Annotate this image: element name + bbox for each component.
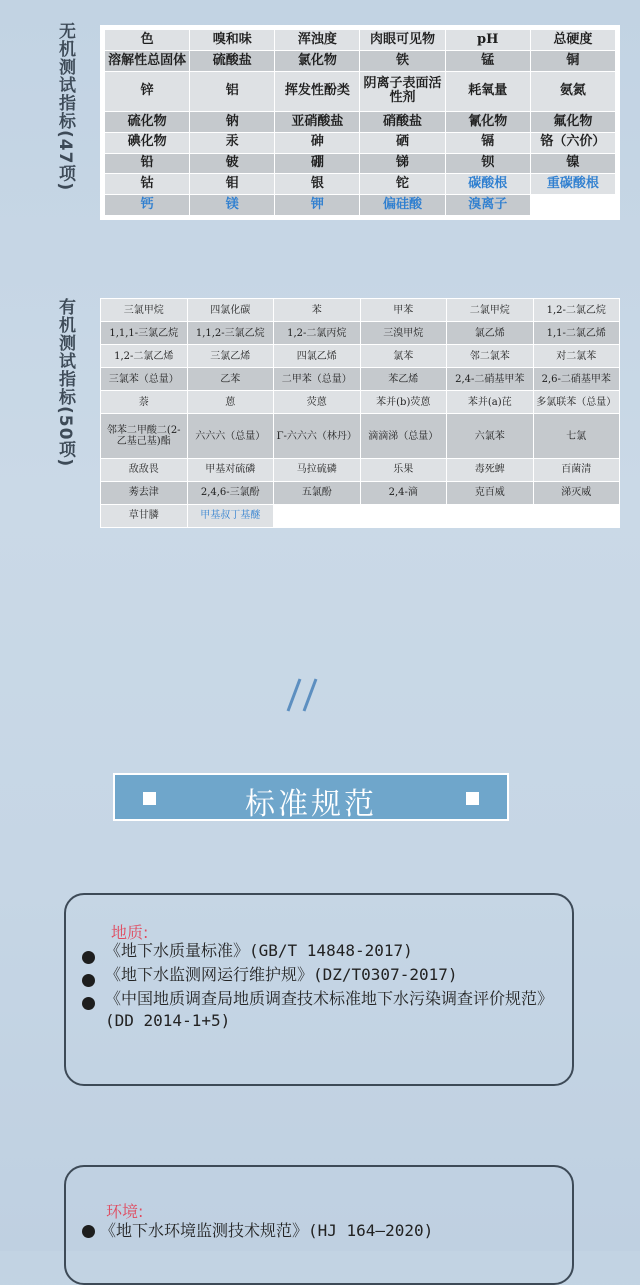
table-row bbox=[101, 322, 620, 345]
bullet-dot bbox=[82, 951, 95, 964]
table-cell: 钠 bbox=[190, 111, 275, 132]
table-cell: 四氯乙烯 bbox=[274, 345, 361, 368]
inorganic-section-label: 无机测试指标(47项) bbox=[55, 22, 75, 192]
table-cell: 镉 bbox=[445, 132, 530, 153]
table-cell: 锰 bbox=[445, 50, 530, 71]
table-cell: 铍 bbox=[190, 153, 275, 174]
table-cell: 钡 bbox=[445, 153, 530, 174]
table-cell: 总硬度 bbox=[530, 30, 615, 51]
table-cell: 砷 bbox=[275, 132, 360, 153]
table-cell: 六氯苯 bbox=[447, 414, 534, 458]
bullet-dot bbox=[82, 974, 95, 987]
table-cell: 钾 bbox=[275, 195, 360, 216]
table-cell: 色 bbox=[105, 30, 190, 51]
table-row bbox=[101, 458, 620, 481]
table-row bbox=[105, 30, 616, 51]
table-cell: 苯并(b)荧蒽 bbox=[360, 391, 447, 414]
table-cell: 六六六（总量） bbox=[187, 414, 274, 458]
table-cell: 重碳酸根 bbox=[530, 174, 615, 195]
table-cell: 草甘膦 bbox=[101, 504, 188, 527]
table-cell: 耗氧量 bbox=[445, 71, 530, 111]
table-cell: 阴离子表面活性剂 bbox=[360, 71, 445, 111]
table-cell: 钙 bbox=[105, 195, 190, 216]
table-cell: 乐果 bbox=[360, 458, 447, 481]
table-cell: 邻二氯苯 bbox=[447, 345, 534, 368]
table-cell bbox=[274, 504, 361, 527]
organic-table-panel bbox=[100, 298, 620, 528]
table-cell: 钼 bbox=[190, 174, 275, 195]
table-cell: 氯化物 bbox=[275, 50, 360, 71]
table-cell: 氰化物 bbox=[445, 111, 530, 132]
table-row bbox=[105, 132, 616, 153]
table-row bbox=[105, 111, 616, 132]
table-row bbox=[101, 299, 620, 322]
table-cell: 钴 bbox=[105, 174, 190, 195]
table-cell: 苯并(a)芘 bbox=[447, 391, 534, 414]
table-cell: 铬（六价） bbox=[530, 132, 615, 153]
table-cell: 溴离子 bbox=[445, 195, 530, 216]
table-cell: 铁 bbox=[360, 50, 445, 71]
table-cell: 邻苯二甲酸二(2-乙基己基)酯 bbox=[101, 414, 188, 458]
table-cell: 嗅和味 bbox=[190, 30, 275, 51]
table-cell: 镁 bbox=[190, 195, 275, 216]
table-cell: 氨氮 bbox=[530, 71, 615, 111]
table-cell: 蒽 bbox=[187, 391, 274, 414]
table-cell: 2,4-滴 bbox=[360, 481, 447, 504]
table-cell: 三氯甲烷 bbox=[101, 299, 188, 322]
table-cell: 氯乙烯 bbox=[447, 322, 534, 345]
table-cell: 二氯甲烷 bbox=[447, 299, 534, 322]
environment-standard-1: 《地下水环境监测技术规范》(HJ 164—2020) bbox=[100, 1221, 434, 1240]
table-cell: 甲基叔丁基醚 bbox=[187, 504, 274, 527]
table-cell: 涕灭威 bbox=[533, 481, 620, 504]
table-cell: 铊 bbox=[360, 174, 445, 195]
table-cell: 氟化物 bbox=[530, 111, 615, 132]
table-cell: 对二氯苯 bbox=[533, 345, 620, 368]
table-cell: 苯乙烯 bbox=[360, 368, 447, 391]
table-cell: 碳酸根 bbox=[445, 174, 530, 195]
banner-square-right bbox=[466, 792, 479, 805]
table-row bbox=[101, 391, 620, 414]
table-cell: 三氯苯（总量） bbox=[101, 368, 188, 391]
geology-standard-2: 《地下水监测网运行维护规》(DZ/T0307-2017) bbox=[105, 965, 458, 984]
table-cell: 偏硅酸 bbox=[360, 195, 445, 216]
table-cell: 铅 bbox=[105, 153, 190, 174]
table-cell bbox=[360, 504, 447, 527]
table-cell: 乙苯 bbox=[187, 368, 274, 391]
table-row bbox=[105, 174, 616, 195]
table-row bbox=[105, 153, 616, 174]
geology-heading: 地质: bbox=[111, 923, 149, 942]
organic-section-label: 有机测试指标(50项) bbox=[55, 298, 75, 468]
geology-standard-3: 《中国地质调查局地质调查技术标准地下水污染调查评价规范》(DD 2014-1+5) bbox=[105, 989, 554, 1030]
table-cell bbox=[533, 504, 620, 527]
table-cell: 锑 bbox=[360, 153, 445, 174]
table-row bbox=[101, 504, 620, 527]
table-cell: 肉眼可见物 bbox=[360, 30, 445, 51]
table-cell: 亚硝酸盐 bbox=[275, 111, 360, 132]
table-cell: 铜 bbox=[530, 50, 615, 71]
table-cell: 三氯乙烯 bbox=[187, 345, 274, 368]
table-cell: 硫酸盐 bbox=[190, 50, 275, 71]
table-cell: 二甲苯（总量） bbox=[274, 368, 361, 391]
table-row bbox=[101, 368, 620, 391]
table-cell: 浑浊度 bbox=[275, 30, 360, 51]
table-cell: 1,2-二氯乙烷 bbox=[533, 299, 620, 322]
table-cell: 滴滴涕（总量） bbox=[360, 414, 447, 458]
table-cell: 锌 bbox=[105, 71, 190, 111]
table-cell: 溶解性总固体 bbox=[105, 50, 190, 71]
table-cell: 百菌清 bbox=[533, 458, 620, 481]
inorganic-table bbox=[104, 29, 616, 216]
table-cell: 2,4,6-三氯酚 bbox=[187, 481, 274, 504]
table-cell: 1,1-二氯乙烯 bbox=[533, 322, 620, 345]
table-cell: 铝 bbox=[190, 71, 275, 111]
table-cell: 荧蒽 bbox=[274, 391, 361, 414]
table-cell: 2,6-二硝基甲苯 bbox=[533, 368, 620, 391]
table-cell: 银 bbox=[275, 174, 360, 195]
table-cell: 2,4-二硝基甲苯 bbox=[447, 368, 534, 391]
table-cell: 1,2-二氯乙烯 bbox=[101, 345, 188, 368]
organic-table bbox=[100, 298, 620, 528]
table-cell: 1,2-二氯丙烷 bbox=[274, 322, 361, 345]
table-row bbox=[105, 195, 616, 216]
table-cell bbox=[530, 195, 615, 216]
table-row bbox=[105, 50, 616, 71]
table-cell: 三溴甲烷 bbox=[360, 322, 447, 345]
standards-banner bbox=[113, 773, 509, 821]
table-cell: 马拉硫磷 bbox=[274, 458, 361, 481]
table-cell: 1,1,1-三氯乙烷 bbox=[101, 322, 188, 345]
table-cell: 毒死蜱 bbox=[447, 458, 534, 481]
table-cell: 挥发性酚类 bbox=[275, 71, 360, 111]
bullet-dot bbox=[82, 997, 95, 1010]
table-cell: 硫化物 bbox=[105, 111, 190, 132]
table-cell: 莠去津 bbox=[101, 481, 188, 504]
environment-heading: 环境: bbox=[106, 1202, 144, 1221]
table-row bbox=[101, 481, 620, 504]
table-cell: 甲基对硫磷 bbox=[187, 458, 274, 481]
table-cell bbox=[447, 504, 534, 527]
table-cell: 五氯酚 bbox=[274, 481, 361, 504]
bullet-dot bbox=[82, 1225, 95, 1238]
table-cell: 七氯 bbox=[533, 414, 620, 458]
table-cell: 多氯联苯（总量） bbox=[533, 391, 620, 414]
table-cell: 汞 bbox=[190, 132, 275, 153]
geology-standard-1: 《地下水质量标准》(GB/T 14848-2017) bbox=[105, 941, 413, 960]
inorganic-table-panel bbox=[100, 25, 620, 220]
table-cell: 硒 bbox=[360, 132, 445, 153]
double-slash-decoration bbox=[286, 675, 322, 715]
table-cell: 甲苯 bbox=[360, 299, 447, 322]
table-row bbox=[101, 345, 620, 368]
table-cell: 四氯化碳 bbox=[187, 299, 274, 322]
table-cell: 氯苯 bbox=[360, 345, 447, 368]
banner-title: 标准规范 bbox=[245, 787, 377, 822]
table-row bbox=[105, 71, 616, 111]
table-cell: 萘 bbox=[101, 391, 188, 414]
table-cell: 敌敌畏 bbox=[101, 458, 188, 481]
table-cell: 镍 bbox=[530, 153, 615, 174]
table-cell: 硼 bbox=[275, 153, 360, 174]
table-cell: Γ-六六六（林丹） bbox=[274, 414, 361, 458]
table-cell: 克百威 bbox=[447, 481, 534, 504]
table-cell: 1,1,2-三氯乙烷 bbox=[187, 322, 274, 345]
table-cell: 碘化物 bbox=[105, 132, 190, 153]
table-cell: pH bbox=[445, 30, 530, 51]
table-row bbox=[101, 414, 620, 458]
table-cell: 苯 bbox=[274, 299, 361, 322]
table-cell: 硝酸盐 bbox=[360, 111, 445, 132]
